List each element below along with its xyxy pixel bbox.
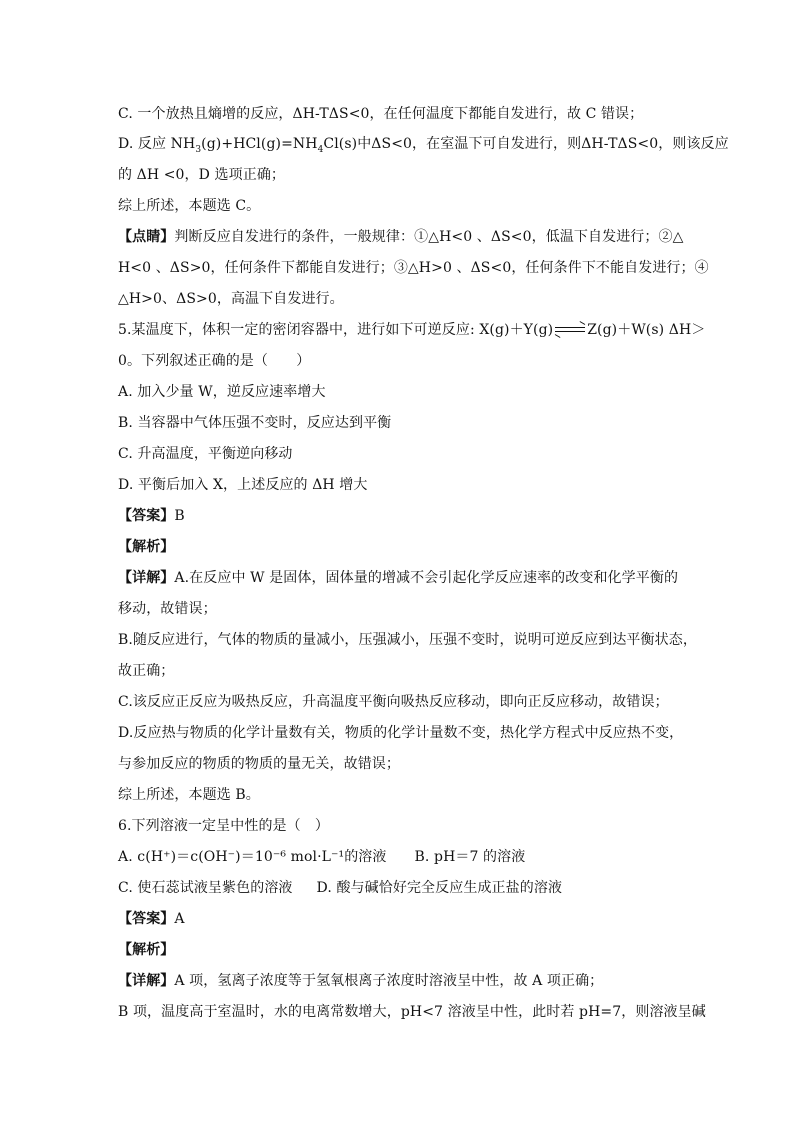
analysis-label: 【解析】 — [118, 539, 175, 555]
text-line: 综上所述，本题选 B。 — [118, 787, 260, 803]
text-line: C. 一个放热且熵增的反应，ΔH-TΔS<0，在任何温度下都能自发进行，故 C 错误； — [118, 106, 644, 122]
text-line: B.随反应进行，气体的物质的量减小，压强减小，压强不变时，说明可逆反应到达平衡状态， — [118, 632, 697, 648]
options-ab: A. c(H⁺)＝c(OH⁻)＝10⁻⁶ mol·L⁻¹的溶液 B. pH＝7 的溶液 — [118, 849, 526, 865]
text-line: D.反应热与物质的化学计量数有关，物质的化学计量数不变，热化学方程式中反应热不变， — [118, 725, 684, 741]
text-line: 【详解】A 项，氢离子浓度等于氢氧根离子浓度时溶液呈中性，故 A 项正确； — [118, 973, 604, 989]
equilibrium-arrow-icon — [555, 326, 585, 334]
text-line: △H>0、ΔS>0，高温下自发进行。 — [118, 291, 344, 307]
text-line: 故正确； — [118, 663, 175, 679]
question-5-stem: 5.某温度下，体积一定的密闭容器中，进行如下可逆反应: X(g)＋Y(g) Z(g)＋W(s) ΔH＞ — [118, 322, 706, 338]
text-line: H<0 、ΔS>0，任何条件下都能自发进行；③△H>0 、ΔS<0，任何条件下不能自发进行；④ — [118, 260, 709, 276]
answer-line: 【答案】B — [118, 508, 185, 524]
text-line: 的 ΔH <0，D 选项正确； — [118, 167, 286, 183]
text-line: C.该反应正反应为吸热反应，升高温度平衡向吸热反应移动，即向正反应移动，故错误； — [118, 694, 669, 710]
text-line: B 项，温度高于室温时，水的电离常数增大，pH<7 溶液呈中性，此时若 pH=7，则溶液呈碱 — [118, 1004, 706, 1020]
text-line: 与参加反应的物质的物质的量无关，故错误； — [118, 756, 400, 772]
option-b: B. 当容器中气体压强不变时，反应达到平衡 — [118, 415, 392, 431]
options-cd: C. 使石蕊试液呈紫色的溶液 D. 酸与碱恰好完全反应生成正盐的溶液 — [118, 880, 563, 896]
analysis-label: 【解析】 — [118, 942, 175, 958]
question-6-stem: 6.下列溶液一定呈中性的是（ ） — [118, 818, 329, 834]
answer-line: 【答案】A — [118, 911, 185, 927]
text-line: 0。下列叙述正确的是（ ） — [118, 353, 311, 369]
option-c: C. 升高温度，平衡逆向移动 — [118, 446, 293, 462]
text-line: 【详解】A.在反应中 W 是固体，固体量的增减不会引起化学反应速率的改变和化学平衡的 — [118, 570, 679, 586]
tip-label: 【点睛】 — [118, 229, 175, 245]
text-line: 移动，故错误； — [118, 601, 217, 617]
option-a: A. 加入少量 W，逆反应速率增大 — [118, 384, 326, 400]
text-line: 【点睛】判断反应自发进行的条件，一般规律：①△H<0 、ΔS<0，低温下自发进行；②△ — [118, 229, 684, 245]
text-line: 综上所述，本题选 C。 — [118, 198, 261, 214]
text-line: D. 反应 $NH_3(g)+HCl(g)=NH_4Cl(s)$中ΔS<0，在室温下可自发进行，则ΔH-TΔS<0，则该反应 — [118, 136, 729, 155]
option-d: D. 平衡后加入 X，上述反应的 ΔH 增大 — [118, 477, 368, 493]
